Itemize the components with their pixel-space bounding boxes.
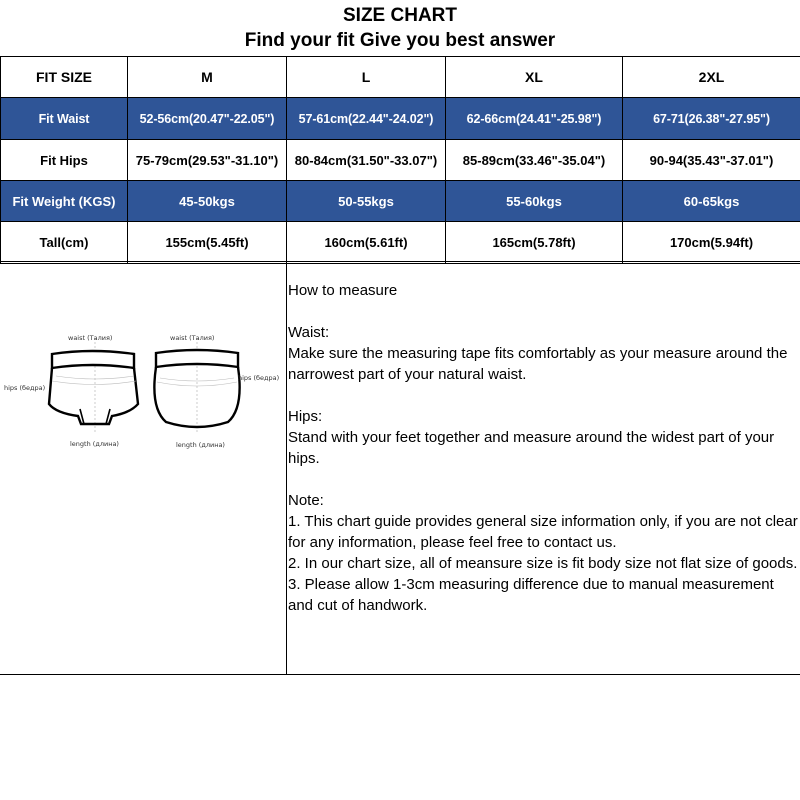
back-length-label: length (длина) <box>176 441 225 449</box>
table-cell: 62-66cm(24.41"-25.98") <box>446 98 623 140</box>
front-length-label: length (длина) <box>70 440 119 448</box>
section-divider-vertical <box>286 261 287 674</box>
section-divider-bottom <box>0 674 800 675</box>
table-cell: 67-71(26.38"-27.95") <box>623 98 800 140</box>
note-title: Note: <box>288 492 324 509</box>
column-header: FIT SIZE <box>1 57 128 98</box>
table-cell: 170cm(5.94ft) <box>623 222 800 264</box>
front-hips-label: hips (бедра) <box>4 384 46 392</box>
hips-title: Hips: <box>288 408 323 425</box>
instructions-heading: How to measure <box>288 282 398 299</box>
waist-title: Waist: <box>288 324 330 341</box>
column-header: XL <box>446 57 623 98</box>
chart-title: SIZE CHART <box>343 5 457 26</box>
front-waist-label: waist (Талия) <box>68 334 113 342</box>
chart-subtitle: Find your fit Give you best answer <box>244 30 556 51</box>
table-cell: 50-55kgs <box>287 181 446 222</box>
table-cell: 80-84cm(31.50"-33.07") <box>287 140 446 181</box>
row-label: Tall(cm) <box>1 222 128 264</box>
column-header: M <box>128 57 287 98</box>
table-cell: 45-50kgs <box>128 181 287 222</box>
table-cell: 75-79cm(29.53"-31.10") <box>128 140 287 181</box>
table-row-waist <box>1 98 800 140</box>
back-hips-label: hips (бедра) <box>238 374 280 382</box>
table-cell: 60-65kgs <box>623 181 800 222</box>
table-row-weight <box>1 181 800 222</box>
back-waist-label: waist (Талия) <box>170 334 215 342</box>
chart-title-block <box>0 0 800 56</box>
note-item: 2. In our chart size, all of meansure size is fit body size not flat size of goods. <box>288 555 798 572</box>
table-cell: 155cm(5.45ft) <box>128 222 287 264</box>
table-header-row <box>1 57 800 98</box>
table-cell: 85-89cm(33.46"-35.04") <box>446 140 623 181</box>
row-label: Fit Waist <box>1 98 128 140</box>
table-cell: 160cm(5.61ft) <box>287 222 446 264</box>
table-cell: 57-61cm(22.44"-24.02") <box>287 98 446 140</box>
table-cell: 165cm(5.78ft) <box>446 222 623 264</box>
note-item: 1. This chart guide provides general size information only, if you are not clear for any information, please feel free to contact us. <box>288 513 798 551</box>
table-cell: 52-56cm(20.47"-22.05") <box>128 98 287 140</box>
table-row-height <box>1 222 800 264</box>
column-header: L <box>287 57 446 98</box>
waist-text: Make sure the measuring tape fits comfortably as your measure around the narrowest part of your natural waist. <box>288 345 788 383</box>
table-cell: 55-60kgs <box>446 181 623 222</box>
size-table <box>0 56 800 264</box>
table-row-hips <box>1 140 800 181</box>
note-item: 3. Please allow 1-3cm measuring difference due to manual measurement and cut of handwork. <box>288 576 774 614</box>
back-brief-figure <box>154 334 279 449</box>
measurement-diagram <box>0 320 286 460</box>
column-header: 2XL <box>623 57 800 98</box>
hips-text: Stand with your feet together and measure around the widest part of your hips. <box>288 429 775 467</box>
section-divider-top <box>0 261 800 262</box>
front-brief-figure <box>4 334 138 448</box>
row-label: Fit Weight (KGS) <box>1 181 128 222</box>
measure-instructions <box>288 280 798 616</box>
row-label: Fit Hips <box>1 140 128 181</box>
table-cell: 90-94(35.43"-37.01") <box>623 140 800 181</box>
